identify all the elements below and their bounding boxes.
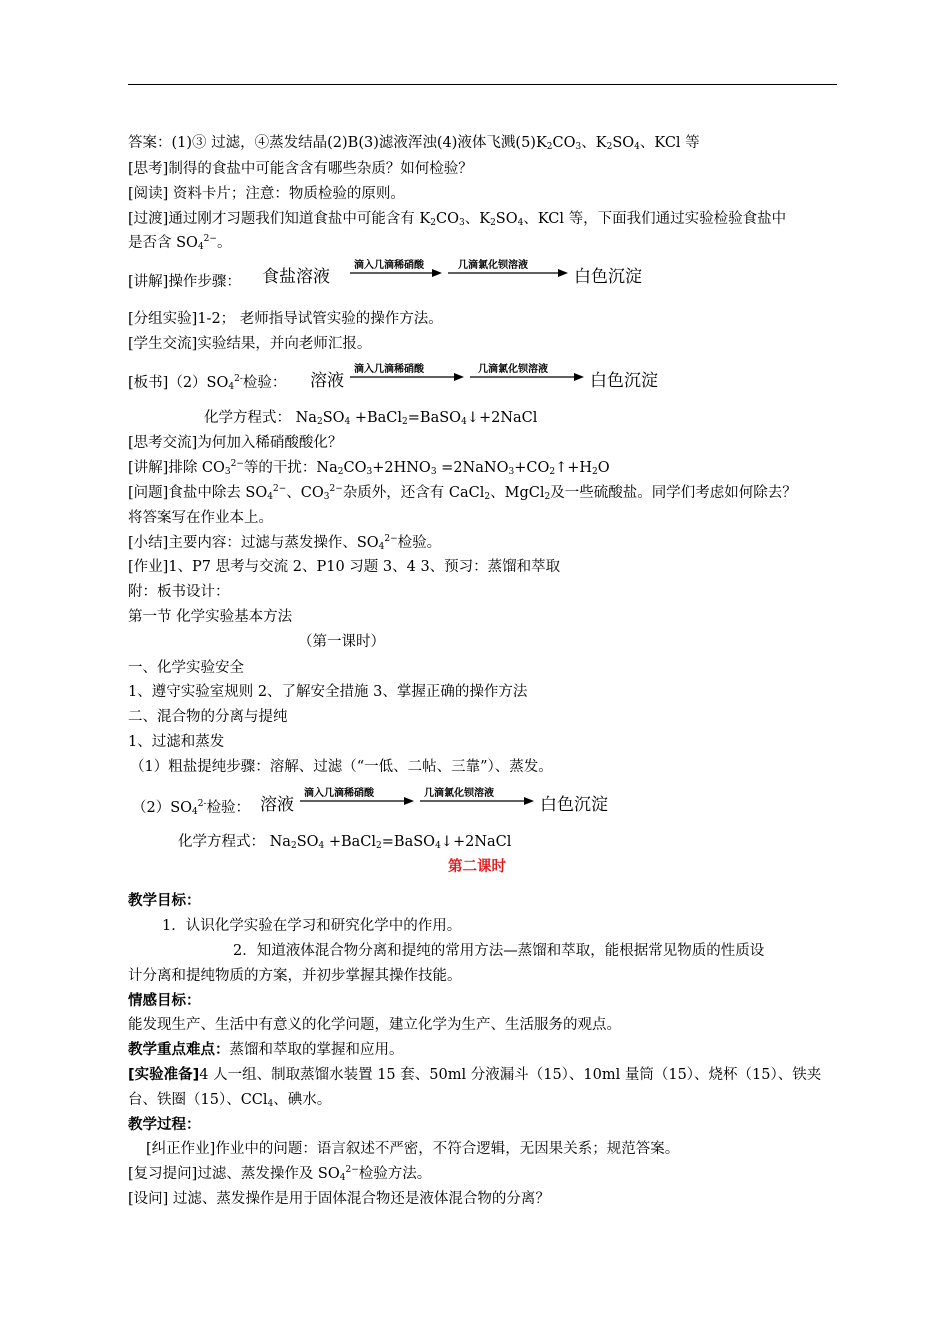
- flow-diagram-3: [260, 788, 620, 814]
- flow-result: 白色沉淀: [574, 267, 642, 287]
- flow-reagent-2: 几滴氯化钡溶液: [478, 364, 548, 375]
- flow-reagent-1: 滴入几滴稀硝酸: [354, 260, 424, 271]
- board-design-line: 附：板书设计：: [128, 584, 230, 600]
- flow-reagent-1: 滴入几滴稀硝酸: [304, 788, 374, 799]
- explain-interference-line: [讲解]排除 $CO_3^{2-}$等的干扰：$Na_2CO_3+2HNO_3$ $=2NaNO_3+CO_2↑+H_2O$: [128, 459, 610, 477]
- flow-result: 白色沉淀: [590, 371, 658, 391]
- goal-item-1: 1．认识化学实验在学习和研究化学中的作用。: [162, 918, 462, 934]
- discussion-line: [思考交流]为何加入稀硝酸酸化？: [128, 435, 343, 451]
- correct-homework-line: [纠正作业]作业中的问题：语言叙述不严密，不符合逻辑，无因果关系；规范答案。: [146, 1141, 680, 1157]
- student-exchange-line: [学生交流]实验结果，并向老师汇报。: [128, 336, 372, 352]
- outline-safety: 一、化学实验安全: [128, 660, 244, 676]
- group-experiment-line: [分组实验]1-2； 老师指导试管实验的操作方法。: [128, 311, 443, 327]
- teaching-process-heading: 教学过程：: [128, 1117, 201, 1133]
- experiment-prep-heading: [实验准备]: [128, 1067, 200, 1083]
- flow-start: 食盐溶液: [262, 267, 330, 287]
- goal-item-2-cont: 计分离和提纯物质的方案，并初步掌握其操作技能。: [128, 968, 462, 984]
- flow-start: 溶液: [310, 371, 344, 391]
- transition-line: [过渡]通过刚才习题我们知道食盐中可能含有 $K_2CO_3$、$K_2SO_4$、KCl 等，下面我们通过实验检验食盐中: [128, 211, 787, 228]
- question-line-2: 将答案写在作业本上。: [128, 510, 273, 526]
- outline-filter-evaporate: 1、过滤和蒸发: [128, 734, 225, 750]
- flow-reagent-2: 几滴氯化钡溶液: [424, 788, 494, 799]
- emotion-goal-text: 能发现生产、生活中有意义的化学问题，建立化学为生产、生活服务的观点。: [128, 1017, 621, 1033]
- flow-reagent-2: 几滴氯化钡溶液: [458, 260, 528, 271]
- teaching-goal-heading: 教学目标：: [128, 893, 201, 909]
- equation-line: 化学方程式： $Na_2SO_4$ +BaCl$_2$=BaSO$_4$↓+2NaCl: [204, 410, 538, 427]
- flow-reagent-1: 滴入几滴稀硝酸: [354, 364, 424, 375]
- goal-item-2: 2．知道液体混合物分离和提纯的常用方法—蒸馏和萃取，能根据常见物质的性质设: [233, 943, 765, 959]
- emotion-goal-heading: 情感目标：: [128, 993, 201, 1009]
- lesson-one-label: （第一课时）: [298, 634, 385, 650]
- experiment-prep-line-2: 台、铁圈（15）、CCl$_4$、碘水。: [128, 1092, 332, 1109]
- read-line: [阅读] 资料卡片；注意：物质检验的原则。: [128, 186, 405, 202]
- flow-diagram-1: [262, 260, 652, 286]
- outline-crude-salt: （1）粗盐提纯步骤：溶解、过滤（“一低、二帖、三靠”）、蒸发。: [130, 759, 553, 775]
- section-title: 第一节 化学实验基本方法: [128, 609, 293, 625]
- key-difficulty-line: 教学重点难点：蒸馏和萃取的掌握和应用。: [128, 1042, 404, 1058]
- think-line: [思考]制得的食盐中可能含含有哪些杂质？如何检验？: [128, 161, 473, 177]
- outline-equation: 化学方程式： $Na_2SO_4$ +BaCl$_2$=BaSO$_4$↓+2NaCl: [178, 834, 512, 851]
- outline-safety-items: 1、遵守实验室规则 2、了解安全措施 3、掌握正确的操作方法: [128, 684, 528, 700]
- header-rule: [128, 84, 837, 85]
- outline-separation: 二、混合物的分离与提纯: [128, 709, 288, 725]
- flow-result: 白色沉淀: [540, 795, 608, 815]
- set-question-line: [设问] 过滤、蒸发操作是用于固体混合物还是液体混合物的分离？: [128, 1191, 550, 1207]
- summary-line: [小结]主要内容：过滤与蒸发操作、$SO_4^{2-}$检验。: [128, 534, 442, 552]
- explain-steps-line: [讲解]操作步骤：: [128, 274, 241, 290]
- board-line: [板书]$(2)SO_4^{2-}$检验：: [128, 374, 287, 392]
- experiment-prep-line: [实验准备]4 人一组、制取蒸馏水装置 15 套、50ml 分液漏斗（15）、10ml 量筒（15）、烧杯（15）、铁夹: [128, 1067, 822, 1083]
- transition-line-2: 是否含 $SO_4^{2-}$。: [128, 234, 232, 252]
- homework-line: [作业]1、P7 思考与交流 2、P10 习题 3、4 3、预习：蒸馏和萃取: [128, 559, 561, 575]
- review-question-line: [复习提问]过滤、蒸发操作及 $SO_4^{2-}$检验方法。: [128, 1165, 432, 1183]
- answer-line: 答案：(1)③ 过滤，④蒸发结晶(2)B(3)滤液浑浊(4)液体飞溅$(5)K_2CO_3$、$K_2SO_4$、KCl 等: [128, 135, 700, 152]
- outline-so4-test: $(2)SO_4^{2-}$检验：: [132, 799, 251, 817]
- key-difficulty-heading: 教学重点难点：: [128, 1042, 230, 1058]
- flow-diagram-2: [310, 364, 670, 390]
- lesson-two-title: 第二课时: [448, 859, 506, 875]
- flow-start: 溶液: [260, 795, 294, 815]
- question-line: [问题]食盐中除去 $SO_4^{2-}$、$CO_3^{2-}$杂质外，还含有 CaCl$_2$、MgCl$_2$及一些硫酸盐。同学们考虑如何除去？: [128, 484, 797, 502]
